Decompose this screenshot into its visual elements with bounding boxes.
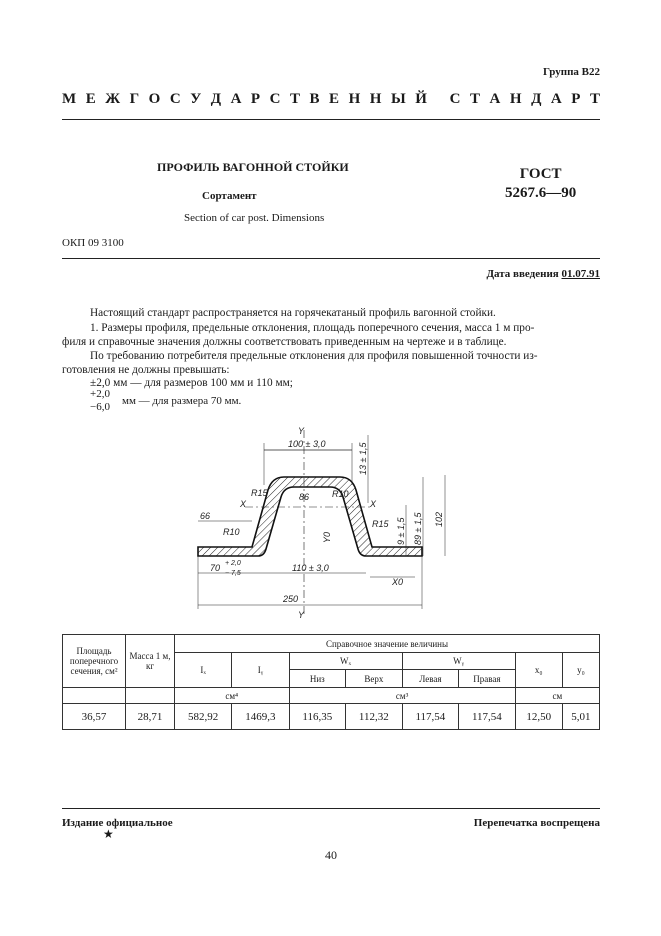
- heading-letter: Т: [289, 91, 300, 107]
- heading-letter: С: [169, 91, 181, 107]
- heading-letter: Й: [415, 91, 427, 107]
- paragraph-2-line-1: По требованию потребителя предельные отклонения для профиля повышенной точности из-: [90, 350, 538, 362]
- okp-code: ОКП 09 3100: [62, 237, 124, 249]
- star-icon: ★: [103, 827, 114, 841]
- heading-letter: Ы: [390, 91, 406, 107]
- dim-r10-left: R10: [223, 527, 240, 537]
- heading-letter: Р: [250, 91, 261, 107]
- dim-100: 100 ± 3,0: [288, 439, 326, 449]
- profile-table: [62, 634, 600, 730]
- col-iy-header: Iᵧ: [232, 653, 289, 688]
- table-cell: 582,92: [175, 704, 232, 730]
- heading-letter: Д: [210, 91, 222, 107]
- profile-section: [198, 477, 422, 556]
- heading-letter: Е: [329, 91, 340, 107]
- heading-letter: Т: [589, 91, 600, 107]
- heading-letter: Н: [348, 91, 361, 107]
- heading-letter: Д: [531, 91, 542, 107]
- heading-letter: Н: [369, 91, 382, 107]
- heading-letter: С: [269, 91, 281, 107]
- col-y0-header: y₀: [562, 653, 599, 688]
- table-cell: 1469,3: [232, 704, 289, 730]
- date-label: Дата введения: [486, 268, 562, 280]
- dim-9: 9 ± 1,5: [396, 517, 406, 545]
- col-wy-header: Wᵧ: [402, 653, 515, 670]
- unit-cm3: см³: [289, 688, 515, 704]
- unit-cm4: см⁴: [175, 688, 290, 704]
- dim-70-tol-minus: − 7,5: [225, 570, 241, 577]
- paragraph-2-line-2: готовления не должны превышать:: [62, 364, 230, 376]
- col-x0-header: x₀: [515, 653, 562, 688]
- profile-drawing: [180, 415, 480, 620]
- title-rule: [62, 258, 600, 259]
- standard-heading: [62, 91, 600, 108]
- group-code: Группа В22: [542, 66, 600, 78]
- heading-letter: О: [148, 91, 161, 107]
- ref-values-header: Справочное значение величины: [175, 635, 600, 653]
- footer-rule: [62, 808, 600, 809]
- dim-102: 102: [434, 511, 444, 527]
- col-ix-header: Iₓ: [175, 653, 232, 688]
- dim-70: 70: [210, 563, 221, 573]
- col-mass-header: Масса 1 м, кг: [126, 635, 175, 688]
- heading-letter: Г: [129, 91, 140, 107]
- heading-letter: Ж: [105, 91, 121, 107]
- table-cell: 116,35: [289, 704, 346, 730]
- english-title: Section of car post. Dimensions: [184, 212, 325, 224]
- col-area-header: Площадь поперечного сечения, см²: [63, 635, 126, 688]
- dim-86: 86: [299, 492, 310, 502]
- axis-y-top: Y: [298, 426, 305, 436]
- heading-letter: А: [230, 91, 242, 107]
- dim-250: 250: [283, 594, 299, 604]
- table-cell: 5,01: [562, 704, 599, 730]
- dim-r15-right: R15: [372, 519, 389, 529]
- heading-letter: В: [309, 91, 320, 107]
- gost-number: [505, 165, 576, 203]
- heading-letter: С: [449, 91, 461, 107]
- page-number: 40: [325, 848, 337, 862]
- heading-letter: М: [62, 91, 77, 107]
- unit-cm: см: [515, 688, 599, 704]
- col-wx-top: Верх: [346, 670, 403, 688]
- table-cell: 12,50: [515, 704, 562, 730]
- col-wx-header: Wₓ: [289, 653, 402, 670]
- document-subtitle: Сортамент: [202, 190, 257, 202]
- tolerance-70-text: мм — для размера 70 мм.: [122, 395, 242, 407]
- axis-x-right: X: [370, 499, 377, 509]
- axis-y-bottom: Y: [298, 610, 305, 620]
- gost-label: ГОСТ: [519, 166, 562, 182]
- col-wx-bottom: Низ: [289, 670, 346, 688]
- dim-66: 66: [200, 511, 211, 521]
- dim-13: 13 ± 1,5: [358, 442, 368, 475]
- header-rule: [62, 119, 600, 120]
- tolerance-plus: +2,0: [90, 388, 110, 400]
- heading-letter: А: [489, 91, 501, 107]
- document-title: ПРОФИЛЬ ВАГОННОЙ СТОЙКИ: [157, 160, 349, 174]
- table-cell: 117,54: [402, 704, 459, 730]
- reprint-prohibited: Перепечатка воспрещена: [473, 817, 600, 829]
- official-edition: Издание официальное: [62, 817, 173, 829]
- dim-x0: X0: [392, 577, 404, 587]
- table-cell: 117,54: [459, 704, 516, 730]
- axis-x-left: X: [240, 499, 247, 509]
- table-cell: 112,32: [346, 704, 403, 730]
- dim-r15-left: R15: [251, 488, 268, 498]
- heading-letter: Т: [470, 91, 481, 107]
- dim-70-tol-plus: + 2,0: [225, 560, 241, 567]
- dim-110: 110 ± 3,0: [292, 563, 329, 573]
- gost-code: 5267.6—90: [505, 185, 577, 201]
- paragraph-1-line-2: филя и справочные значения должны соответствовать приведенным на чертеже и в таблице.: [62, 336, 507, 348]
- heading-letter: [436, 91, 440, 108]
- heading-letter: Е: [85, 91, 96, 107]
- heading-letter: Р: [571, 91, 581, 107]
- dim-r10-top: R10: [332, 489, 349, 499]
- table-cell: 28,71: [126, 704, 175, 730]
- effective-date: [486, 268, 600, 280]
- dim-89: 89 ± 1,5: [413, 512, 423, 545]
- heading-letter: Н: [509, 91, 522, 107]
- table-cell: 36,57: [63, 704, 126, 730]
- tolerance-minus: −6,0: [90, 401, 110, 413]
- heading-letter: А: [550, 91, 562, 107]
- intro-paragraph: Настоящий стандарт распространяется на горячекатаный профиль вагонной стойки.: [90, 307, 496, 319]
- col-wy-left: Левая: [402, 670, 459, 688]
- tolerance-100-110: ±2,0 мм — для размеров 100 мм и 110 мм;: [90, 377, 293, 389]
- dim-y0: Y0: [322, 531, 332, 543]
- heading-letter: У: [190, 91, 202, 107]
- paragraph-1-line-1: 1. Размеры профиля, предельные отклонения, площадь поперечного сечения, масса 1 м про-: [90, 322, 535, 334]
- col-wy-right: Правая: [459, 670, 516, 688]
- date-value: 01.07.91: [561, 268, 600, 280]
